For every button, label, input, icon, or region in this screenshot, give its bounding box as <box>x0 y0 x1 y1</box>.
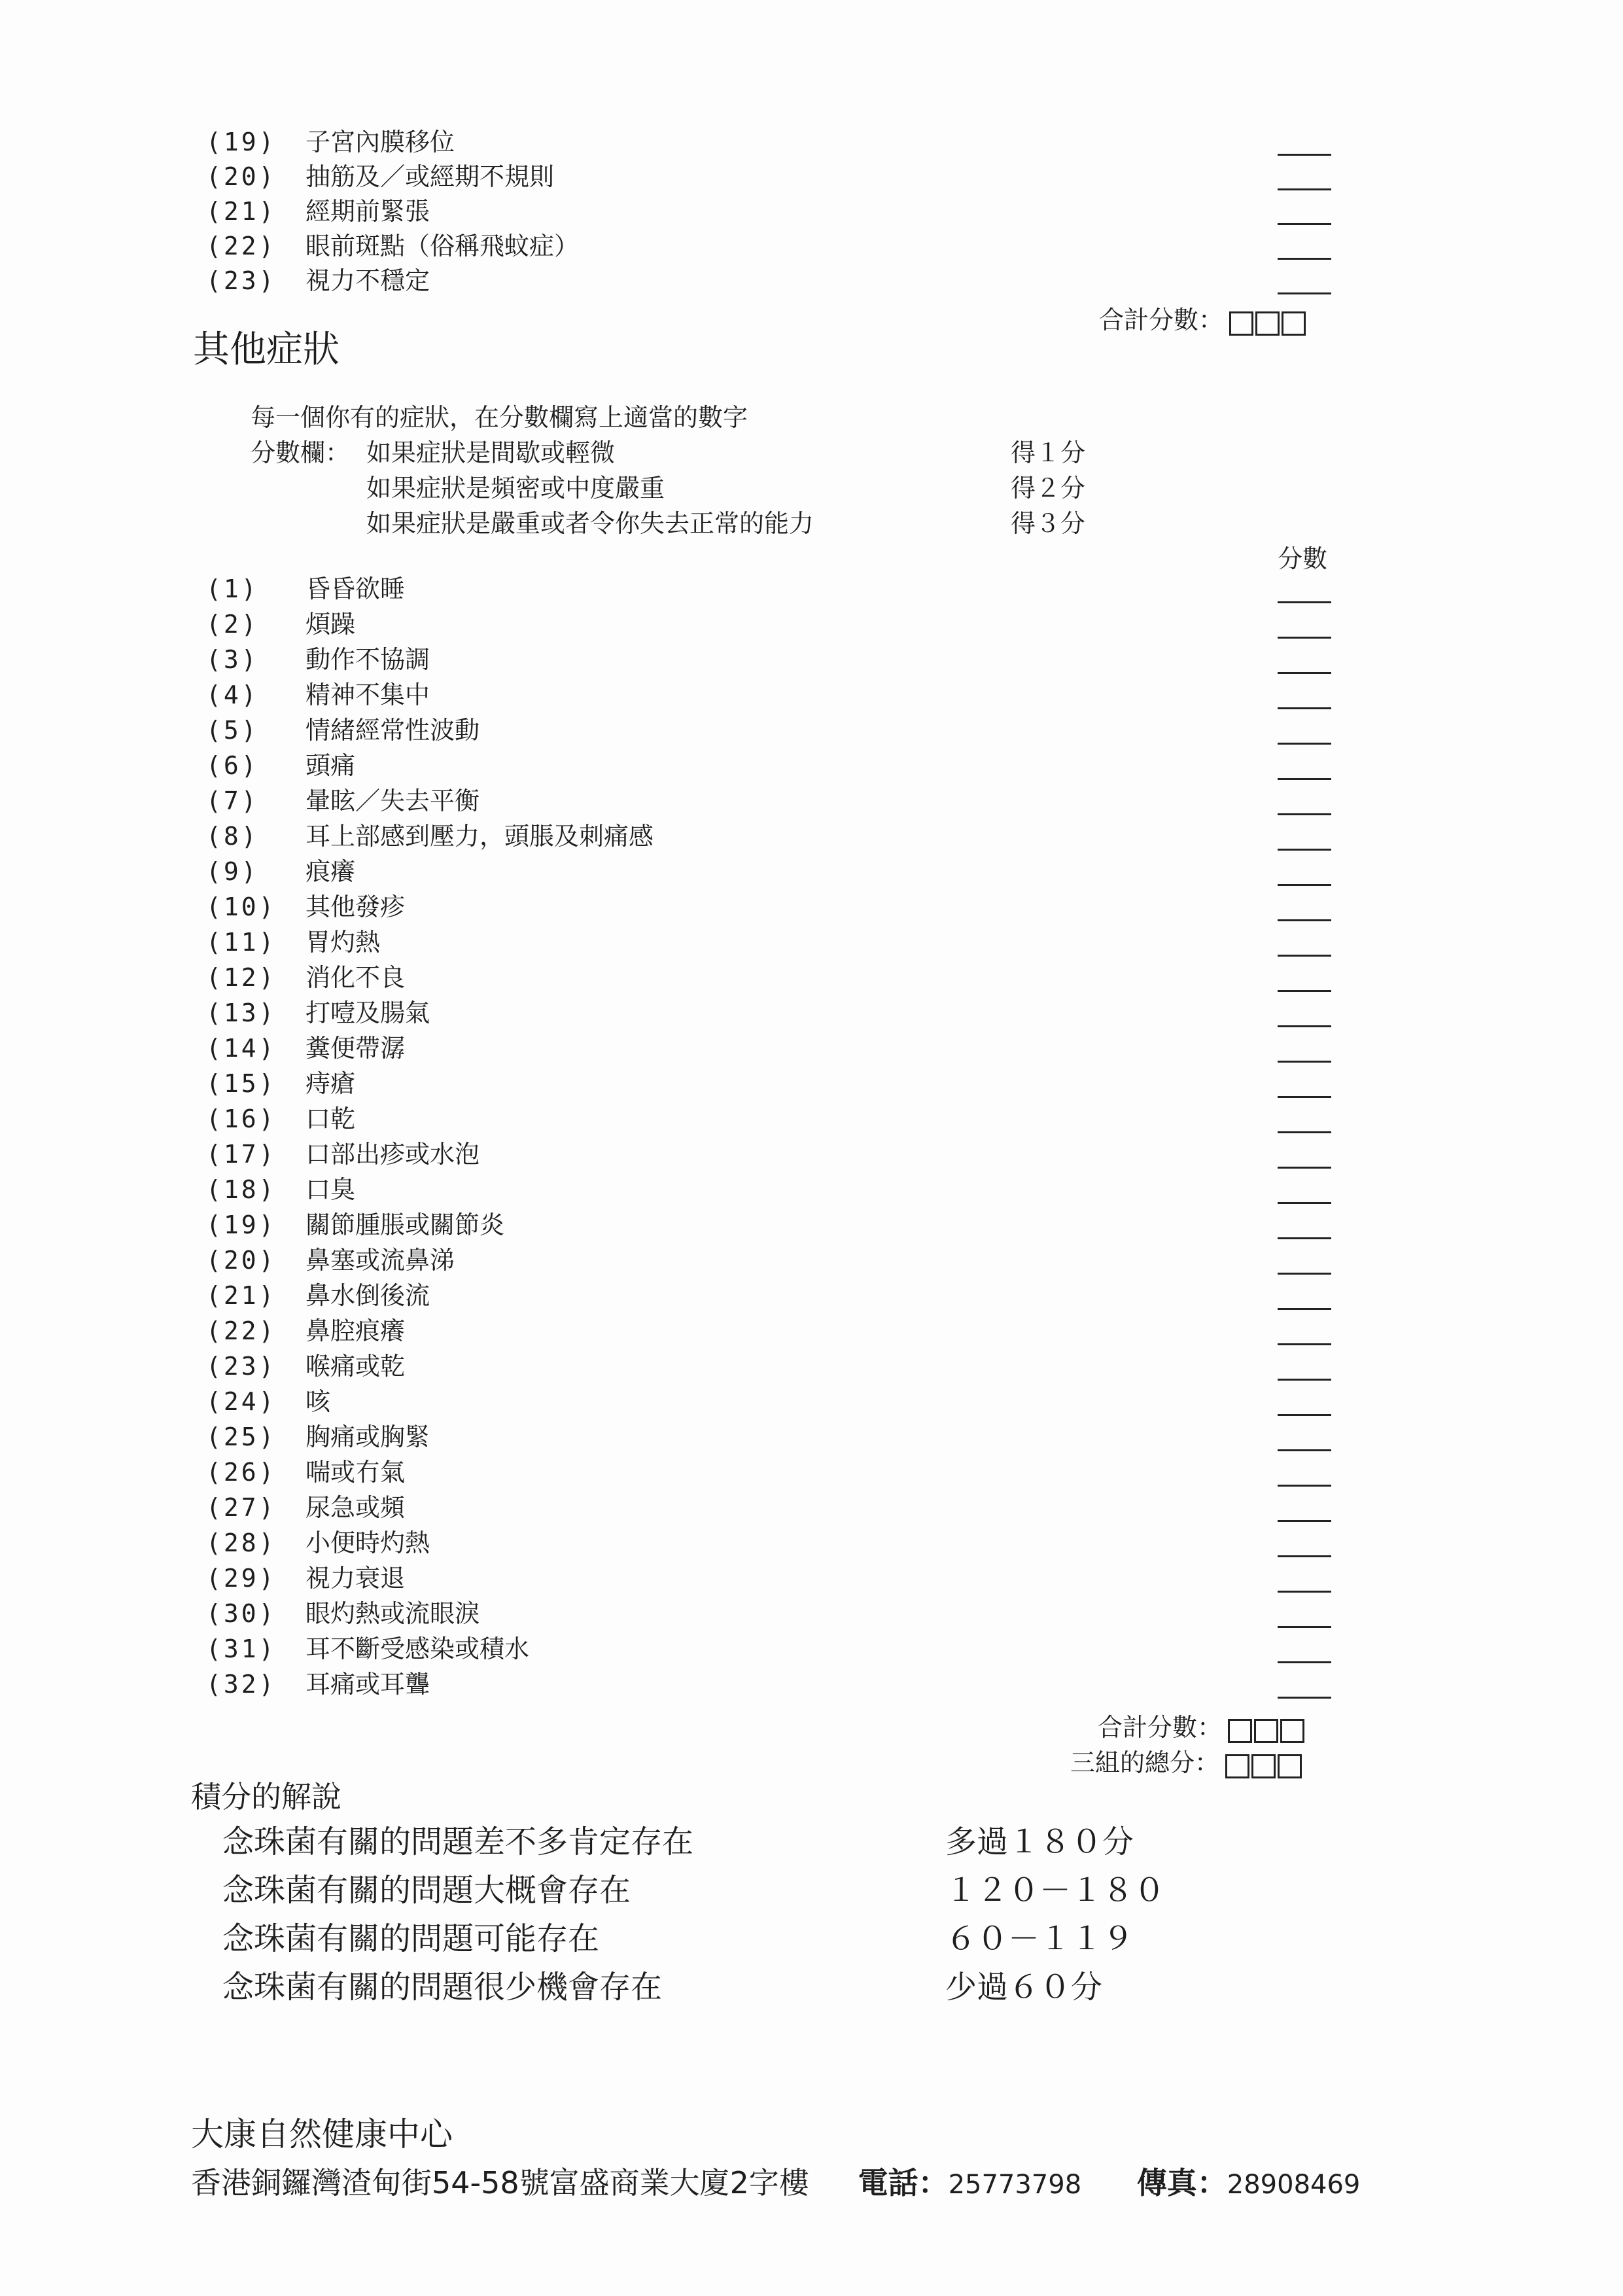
score-blank[interactable] <box>1278 188 1331 190</box>
list-item <box>206 263 430 298</box>
rule-condition: 如果症狀是嚴重或者令你失去正常的能力 <box>366 509 814 538</box>
score-blank[interactable] <box>1278 707 1331 709</box>
symptom-row <box>206 925 380 960</box>
score-blank[interactable] <box>1278 292 1331 294</box>
subtotal-2 <box>1098 1707 1304 1744</box>
phone-label: 電話： <box>858 2165 949 2200</box>
item-number: (21) <box>206 197 277 226</box>
symptom-row <box>206 1490 405 1525</box>
item-number: (20) <box>206 162 277 191</box>
score-blank[interactable] <box>1278 1485 1331 1487</box>
symptom-row <box>206 995 430 1031</box>
org-name: 大康自然健康中心 <box>191 2115 453 2153</box>
symptom-row <box>206 819 654 854</box>
symptom-number: (13) <box>206 998 277 1027</box>
symptom-text: 糞便帶潺 <box>305 1034 406 1063</box>
score-blank[interactable] <box>1278 1096 1331 1098</box>
score-blank[interactable] <box>1278 1343 1331 1345</box>
symptom-row <box>206 1278 430 1313</box>
symptom-row <box>206 1561 405 1596</box>
symptom-row <box>206 1455 405 1490</box>
rule-condition: 如果症狀是頻密或中度嚴重 <box>366 474 665 503</box>
score-blank[interactable] <box>1278 1379 1331 1381</box>
symptom-text: 小便時灼熱 <box>305 1528 430 1557</box>
symptom-text: 胃灼熱 <box>305 928 381 957</box>
symptom-text: 關節腫脹或關節炎 <box>305 1210 505 1239</box>
symptom-number: (26) <box>206 1458 277 1487</box>
score-blank[interactable] <box>1278 1661 1331 1663</box>
interpretation-value: １２０－１８０ <box>945 1872 1166 1909</box>
item-text: 抽筋及／或經期不規則 <box>305 162 555 191</box>
symptom-row <box>206 1243 455 1278</box>
symptom-row <box>206 1525 430 1561</box>
interpretation-text: 念珠菌有關的問題大概會存在 <box>222 1872 631 1909</box>
symptom-text: 昏昏欲睡 <box>305 574 406 603</box>
symptom-number: (17) <box>206 1140 277 1169</box>
symptom-row <box>206 1667 430 1702</box>
symptom-row <box>206 642 430 677</box>
interpretation-title: 積分的解說 <box>191 1779 341 1814</box>
score-blank[interactable] <box>1278 1061 1331 1063</box>
symptom-text: 喉痛或乾 <box>305 1352 406 1381</box>
symptom-text: 情緒經常性波動 <box>305 716 480 745</box>
score-blank[interactable] <box>1278 849 1331 851</box>
symptom-text: 煩躁 <box>305 610 356 639</box>
symptom-row <box>206 854 355 889</box>
symptom-number: (8) <box>206 822 259 851</box>
symptom-row <box>206 748 355 783</box>
score-blank[interactable] <box>1278 919 1331 921</box>
symptom-text: 尿急或頻 <box>305 1493 406 1522</box>
symptom-number: (30) <box>206 1599 277 1628</box>
grand-total-boxes[interactable] <box>1223 1750 1302 1779</box>
symptom-text: 喘或冇氣 <box>305 1458 406 1487</box>
symptom-row <box>206 1066 355 1101</box>
address: 香港銅鑼灣渣甸街54-58號富盛商業大廈2字樓 <box>191 2165 809 2200</box>
symptom-text: 打噎及腸氣 <box>305 998 430 1027</box>
symptom-row <box>206 1172 355 1207</box>
symptom-row <box>206 783 480 819</box>
symptom-text: 口臭 <box>305 1175 356 1204</box>
grand-total-label: 三組的總分： <box>1070 1748 1220 1777</box>
symptom-number: (29) <box>206 1564 277 1593</box>
rule-score: 得３分 <box>1011 509 1086 538</box>
item-text: 經期前緊張 <box>305 197 430 226</box>
score-blank[interactable] <box>1278 1555 1331 1557</box>
symptom-number: (12) <box>206 963 277 992</box>
score-blank[interactable] <box>1278 1167 1331 1169</box>
list-item <box>206 194 430 229</box>
score-blank[interactable] <box>1278 637 1331 639</box>
symptom-text: 咳 <box>305 1387 331 1416</box>
item-text: 眼前斑點（俗稱飛蚊症） <box>305 232 580 260</box>
symptom-row <box>206 677 430 713</box>
symptom-text: 痔瘡 <box>305 1069 356 1098</box>
symptom-number: (18) <box>206 1175 277 1204</box>
score-boxes[interactable] <box>1226 1715 1304 1744</box>
symptom-number: (25) <box>206 1422 277 1451</box>
interpretation-value: ６０－１１９ <box>945 1920 1134 1957</box>
symptom-text: 視力衰退 <box>305 1564 406 1593</box>
interpretation-text: 念珠菌有關的問題很少機會存在 <box>222 1969 663 2005</box>
symptom-row <box>206 889 405 925</box>
symptom-row <box>206 1031 405 1066</box>
rule-score: 得２分 <box>1011 474 1086 503</box>
symptom-row <box>206 1207 504 1243</box>
interpretation-text: 念珠菌有關的問題差不多肯定存在 <box>222 1824 694 1860</box>
interpretation-value: 多過１８０分 <box>945 1824 1134 1860</box>
symptom-text: 精神不集中 <box>305 680 430 709</box>
score-blank[interactable] <box>1278 955 1331 957</box>
symptom-row <box>206 1596 480 1631</box>
list-item <box>206 228 579 264</box>
subtotal-label: 合計分數： <box>1099 306 1224 334</box>
fax-number: 28908469 <box>1227 2170 1361 2200</box>
symptom-row <box>206 607 355 642</box>
interpretation-value: 少過６０分 <box>945 1969 1103 2005</box>
score-blank[interactable] <box>1278 813 1331 815</box>
score-blank[interactable] <box>1278 223 1331 225</box>
symptom-row <box>206 1631 529 1667</box>
symptom-number: (9) <box>206 857 259 886</box>
symptom-text: 消化不良 <box>305 963 406 992</box>
symptom-number: (24) <box>206 1387 277 1416</box>
section-title: 其他症狀 <box>193 328 340 371</box>
item-number: (23) <box>206 266 277 295</box>
score-blank[interactable] <box>1278 258 1331 260</box>
symptom-number: (21) <box>206 1281 277 1310</box>
score-blank[interactable] <box>1278 1237 1331 1239</box>
symptom-text: 口乾 <box>305 1104 356 1133</box>
subtotal-label: 合計分數： <box>1098 1713 1223 1742</box>
symptom-number: (4) <box>206 680 259 709</box>
symptom-text: 其他發疹 <box>305 892 406 921</box>
symptom-text: 頭痛 <box>305 751 356 780</box>
score-blank[interactable] <box>1278 1697 1331 1699</box>
symptom-number: (22) <box>206 1316 277 1345</box>
symptom-text: 口部出疹或水泡 <box>305 1140 480 1169</box>
symptom-text: 鼻腔痕癢 <box>305 1316 406 1345</box>
item-text: 視力不穩定 <box>305 266 430 295</box>
symptom-number: (14) <box>206 1034 277 1063</box>
score-blank[interactable] <box>1278 1626 1331 1628</box>
symptom-number: (28) <box>206 1528 277 1557</box>
symptom-row <box>206 713 480 748</box>
symptom-number: (2) <box>206 610 259 639</box>
score-blank[interactable] <box>1278 1591 1331 1593</box>
score-blank[interactable] <box>1278 743 1331 745</box>
score-blank[interactable] <box>1278 601 1331 603</box>
symptom-text: 暈眩／失去平衡 <box>305 786 480 815</box>
symptom-number: (5) <box>206 716 259 745</box>
subtotal-1 <box>1099 300 1306 336</box>
symptom-row <box>206 1349 405 1384</box>
symptom-number: (11) <box>206 928 277 957</box>
instruction-line: 每一個你有的症狀，在分數欄寫上適當的數字 <box>251 403 748 432</box>
score-blank[interactable] <box>1278 990 1331 992</box>
phone-number: 25773798 <box>948 2170 1082 2200</box>
score-blank[interactable] <box>1278 1308 1331 1310</box>
fax-label: 傳真： <box>1136 2165 1227 2200</box>
rule-condition: 如果症狀是間歇或輕微 <box>366 438 616 467</box>
symptom-text: 鼻塞或流鼻涕 <box>305 1246 455 1275</box>
score-blank[interactable] <box>1278 1202 1331 1204</box>
symptom-text: 鼻水倒後流 <box>305 1281 430 1310</box>
symptom-row <box>206 1419 430 1455</box>
score-blank[interactable] <box>1278 1414 1331 1416</box>
grand-total <box>1070 1742 1302 1779</box>
symptom-text: 胸痛或胸緊 <box>305 1422 430 1451</box>
item-number: (22) <box>206 232 277 260</box>
symptom-number: (6) <box>206 751 259 780</box>
symptom-row <box>206 1137 480 1172</box>
symptom-row <box>206 960 405 995</box>
footer-contact <box>191 2159 1360 2202</box>
symptom-row <box>206 1313 405 1349</box>
symptom-text: 眼灼熱或流眼淚 <box>305 1599 480 1628</box>
rule-score: 得１分 <box>1011 438 1086 467</box>
score-blank[interactable] <box>1278 1025 1331 1027</box>
list-item <box>206 159 554 194</box>
score-blank[interactable] <box>1278 1520 1331 1522</box>
symptom-number: (15) <box>206 1069 277 1098</box>
symptom-number: (23) <box>206 1352 277 1381</box>
symptom-number: (10) <box>206 892 277 921</box>
score-header: 分數 <box>1278 544 1328 573</box>
list-item <box>206 124 455 160</box>
score-boxes[interactable] <box>1227 308 1306 336</box>
symptom-number: (27) <box>206 1493 277 1522</box>
score-blank[interactable] <box>1278 1273 1331 1275</box>
symptom-row <box>206 1101 355 1137</box>
symptom-text: 痕癢 <box>305 857 356 886</box>
score-column-label: 分數欄： <box>251 438 351 467</box>
score-blank[interactable] <box>1278 672 1331 674</box>
symptom-number: (1) <box>206 574 259 603</box>
score-blank[interactable] <box>1278 778 1331 780</box>
score-blank[interactable] <box>1278 1131 1331 1133</box>
symptom-number: (19) <box>206 1210 277 1239</box>
symptom-row <box>206 1384 330 1419</box>
symptom-number: (7) <box>206 786 259 815</box>
item-text: 子宮內膜移位 <box>305 128 455 156</box>
interpretation-text: 念珠菌有關的問題可能存在 <box>222 1920 600 1957</box>
symptom-row <box>206 571 405 607</box>
symptom-number: (20) <box>206 1246 277 1275</box>
symptom-number: (3) <box>206 645 259 674</box>
symptom-number: (31) <box>206 1634 277 1663</box>
score-blank[interactable] <box>1278 154 1331 156</box>
item-number: (19) <box>206 128 277 156</box>
symptom-text: 動作不協調 <box>305 645 430 674</box>
symptom-number: (16) <box>206 1104 277 1133</box>
symptom-text: 耳上部感到壓力，頭脹及刺痛感 <box>305 822 654 851</box>
score-blank[interactable] <box>1278 884 1331 886</box>
score-blank[interactable] <box>1278 1449 1331 1451</box>
symptom-number: (32) <box>206 1670 277 1699</box>
symptom-text: 耳不斷受感染或積水 <box>305 1634 530 1663</box>
symptom-text: 耳痛或耳聾 <box>305 1670 430 1699</box>
